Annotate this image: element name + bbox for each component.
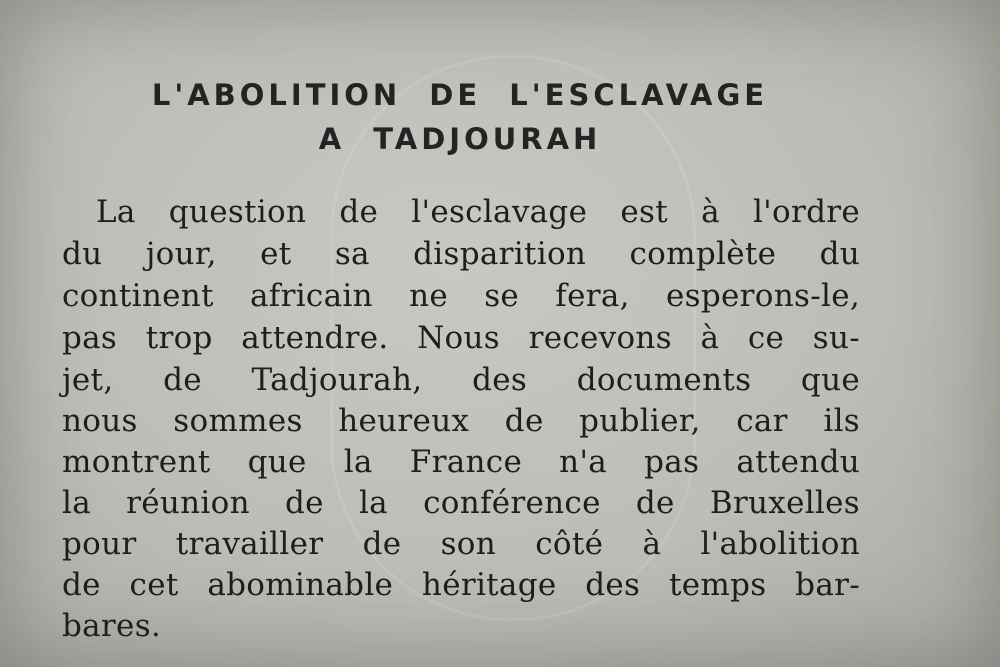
article-title-line-1: L'ABOLITION DE L'ESCLAVAGE (151, 78, 769, 112)
article-title-line-2: A TADJOURAH (318, 122, 602, 156)
paragraph-line-9: pour travailler de son côté à l'abolition (62, 526, 860, 562)
paragraph-line-8: la réunion de la conférence de Bruxelles (62, 485, 860, 521)
paragraph-line-5: jet, de Tadjourah, des documents que (62, 362, 860, 398)
paragraph-line-2: du jour, et sa disparition complète du (62, 236, 860, 272)
paragraph-line-6: nous sommes heureux de publier, car ils (62, 403, 860, 439)
paragraph-line-10: de cet abominable héritage des temps bar- (62, 567, 860, 603)
paragraph-line-11: bares. (62, 608, 162, 644)
paragraph-line-3: continent africain ne se fera, esperons-le, (62, 278, 860, 314)
paragraph-line-1: La question de l'esclavage est à l'ordre (96, 194, 860, 230)
paragraph-line-4: pas trop attendre. Nous recevons à ce su- (62, 320, 860, 356)
paragraph-line-7: montrent que la France n'a pas attendu (62, 444, 860, 480)
